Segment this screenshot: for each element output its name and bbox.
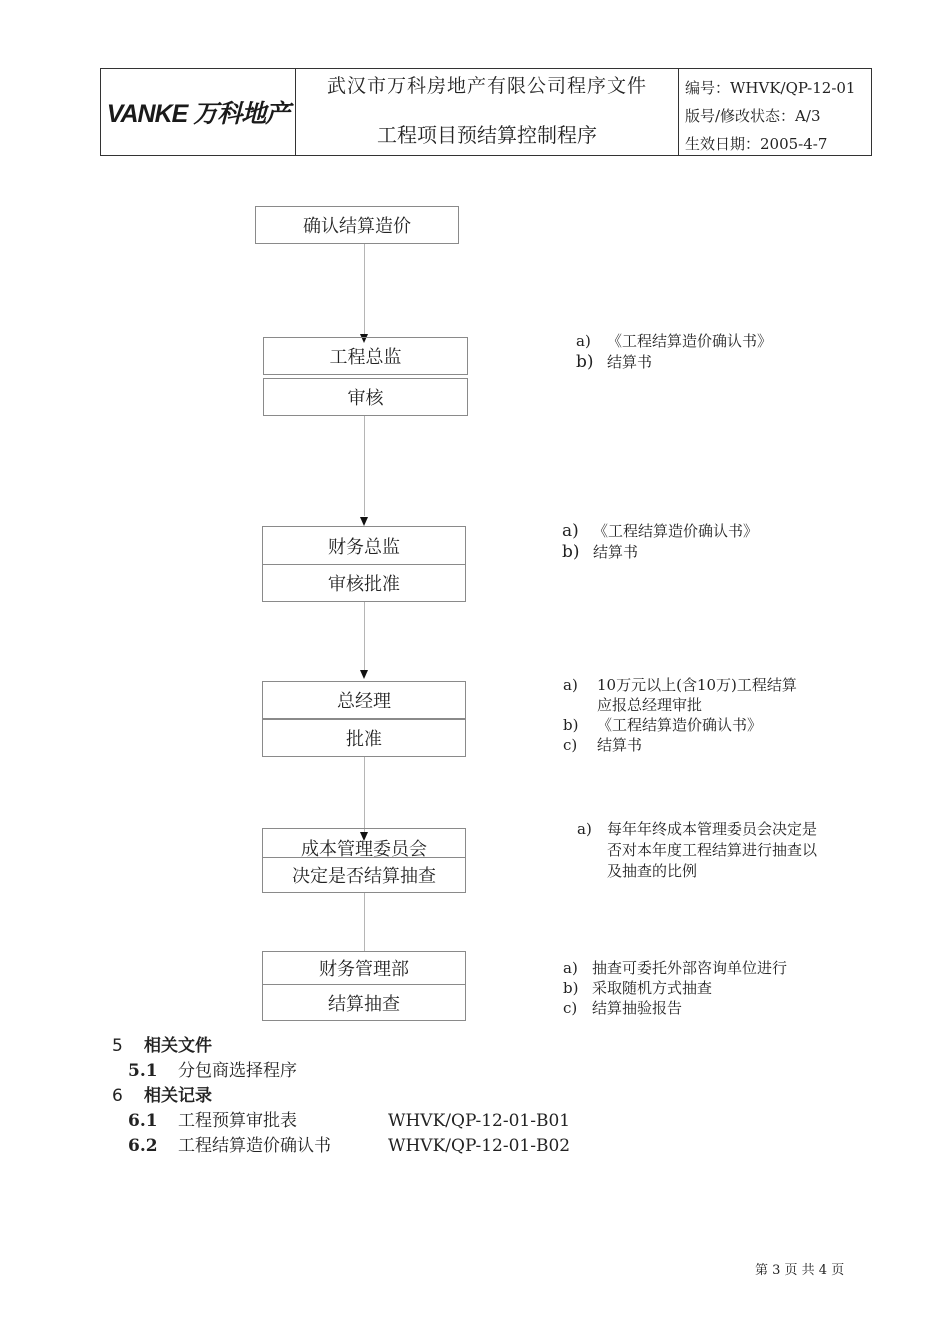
connector-line — [364, 416, 365, 516]
note-item: 应报总经理审批 — [597, 696, 703, 714]
flow-step-review — [263, 378, 468, 416]
note-item: b) 结算书 — [576, 352, 653, 372]
version-status: 版号/修改状态：A/3 — [685, 107, 821, 125]
note-cost-committee — [577, 819, 817, 882]
section-text: 工程结算造价确认书 — [178, 1136, 331, 1156]
note-item: b) 《工程结算造价确认书》 — [563, 716, 763, 734]
flow-step-label: 审核 — [347, 388, 384, 409]
section-title: 相关文件 — [144, 1036, 212, 1056]
flow-step-finance-dept — [262, 951, 466, 985]
arrow-down-icon — [360, 832, 368, 841]
record-code: WHVK/QP-12-01-B01 — [388, 1111, 571, 1131]
flow-step-label: 财务管理部 — [319, 959, 409, 980]
note-item: b) 结算书 — [562, 542, 639, 562]
section-item — [128, 1056, 297, 1081]
flow-step-label: 确认结算造价 — [303, 216, 411, 237]
section-number: 5.1 — [128, 1061, 158, 1081]
flow-step-label: 审核批准 — [328, 574, 400, 595]
logo-text: VANKE 万科地产 — [106, 100, 290, 128]
section-related-documents — [112, 1031, 212, 1056]
arrow-down-icon — [360, 517, 368, 526]
flow-step-approve — [262, 719, 466, 757]
flow-step-label: 总经理 — [337, 691, 391, 712]
note-settlement-audit — [563, 958, 787, 1018]
flow-step-settlement-audit — [262, 984, 466, 1021]
flow-step-review-approve — [262, 564, 466, 602]
arrow-down-icon — [360, 670, 368, 679]
note-finance-review — [562, 521, 758, 563]
note-item: a) 《工程结算造价确认书》 — [576, 332, 773, 350]
note-item: a) 每年年终成本管理委员会决定是 — [577, 820, 818, 838]
company-name: 武汉市万科房地产有限公司程序文件 — [326, 75, 647, 97]
header-meta-cell — [679, 69, 871, 155]
flow-step-label: 决定是否结算抽查 — [292, 866, 436, 887]
note-engineering-review — [576, 331, 772, 373]
flow-step-label: 成本管理委员会 — [301, 839, 427, 860]
section-text: 工程预算审批表 — [178, 1111, 297, 1131]
note-item: b) 采取随机方式抽查 — [563, 979, 713, 997]
section-number: 6.2 — [128, 1136, 158, 1156]
note-item: a) 《工程结算造价确认书》 — [562, 521, 759, 541]
section-related-records — [112, 1081, 212, 1106]
connector-line — [364, 244, 365, 334]
record-code: WHVK/QP-12-01-B02 — [388, 1136, 571, 1156]
page-number: 第 3 页 共 4 页 — [755, 1263, 845, 1278]
document-header — [100, 68, 872, 156]
flow-step-label: 财务总监 — [328, 536, 400, 558]
note-item: c) 结算抽验报告 — [563, 999, 683, 1017]
section-text: 分包商选择程序 — [178, 1061, 297, 1081]
note-item: a) 抽查可委托外部咨询单位进行 — [563, 959, 788, 977]
flow-step-general-manager — [262, 681, 466, 719]
header-title-cell — [296, 69, 679, 155]
flow-step-label: 工程总监 — [329, 347, 402, 368]
flow-step-label: 结算抽查 — [328, 993, 400, 1015]
section-item — [128, 1131, 570, 1156]
note-gm-approval — [563, 675, 797, 755]
section-item — [128, 1106, 570, 1131]
note-item: a) 10万元以上(含10万)工程结算 — [563, 676, 797, 694]
note-item: c) 结算书 — [563, 736, 643, 754]
section-number: 6 — [112, 1086, 123, 1106]
section-number: 6.1 — [128, 1111, 158, 1131]
flow-step-engineering-director — [263, 337, 468, 375]
flow-step-confirm-price — [255, 206, 459, 244]
note-item: 否对本年度工程结算进行抽查以 — [607, 841, 818, 859]
flow-step-label: 批准 — [346, 729, 382, 750]
flow-step-decide-audit — [262, 857, 466, 893]
company-logo — [101, 69, 296, 155]
document-number: 编号：WHVK/QP-12-01 — [685, 79, 856, 97]
section-title: 相关记录 — [144, 1086, 212, 1106]
connector-line — [364, 757, 365, 832]
document-title: 工程项目预结算控制程序 — [377, 123, 597, 147]
connector-line — [364, 602, 365, 670]
section-number: 5 — [112, 1036, 123, 1056]
connector-line — [364, 893, 365, 951]
note-item: 及抽查的比例 — [607, 862, 698, 880]
effective-date: 生效日期：2005-4-7 — [685, 135, 828, 153]
flow-step-finance-director — [262, 526, 466, 565]
